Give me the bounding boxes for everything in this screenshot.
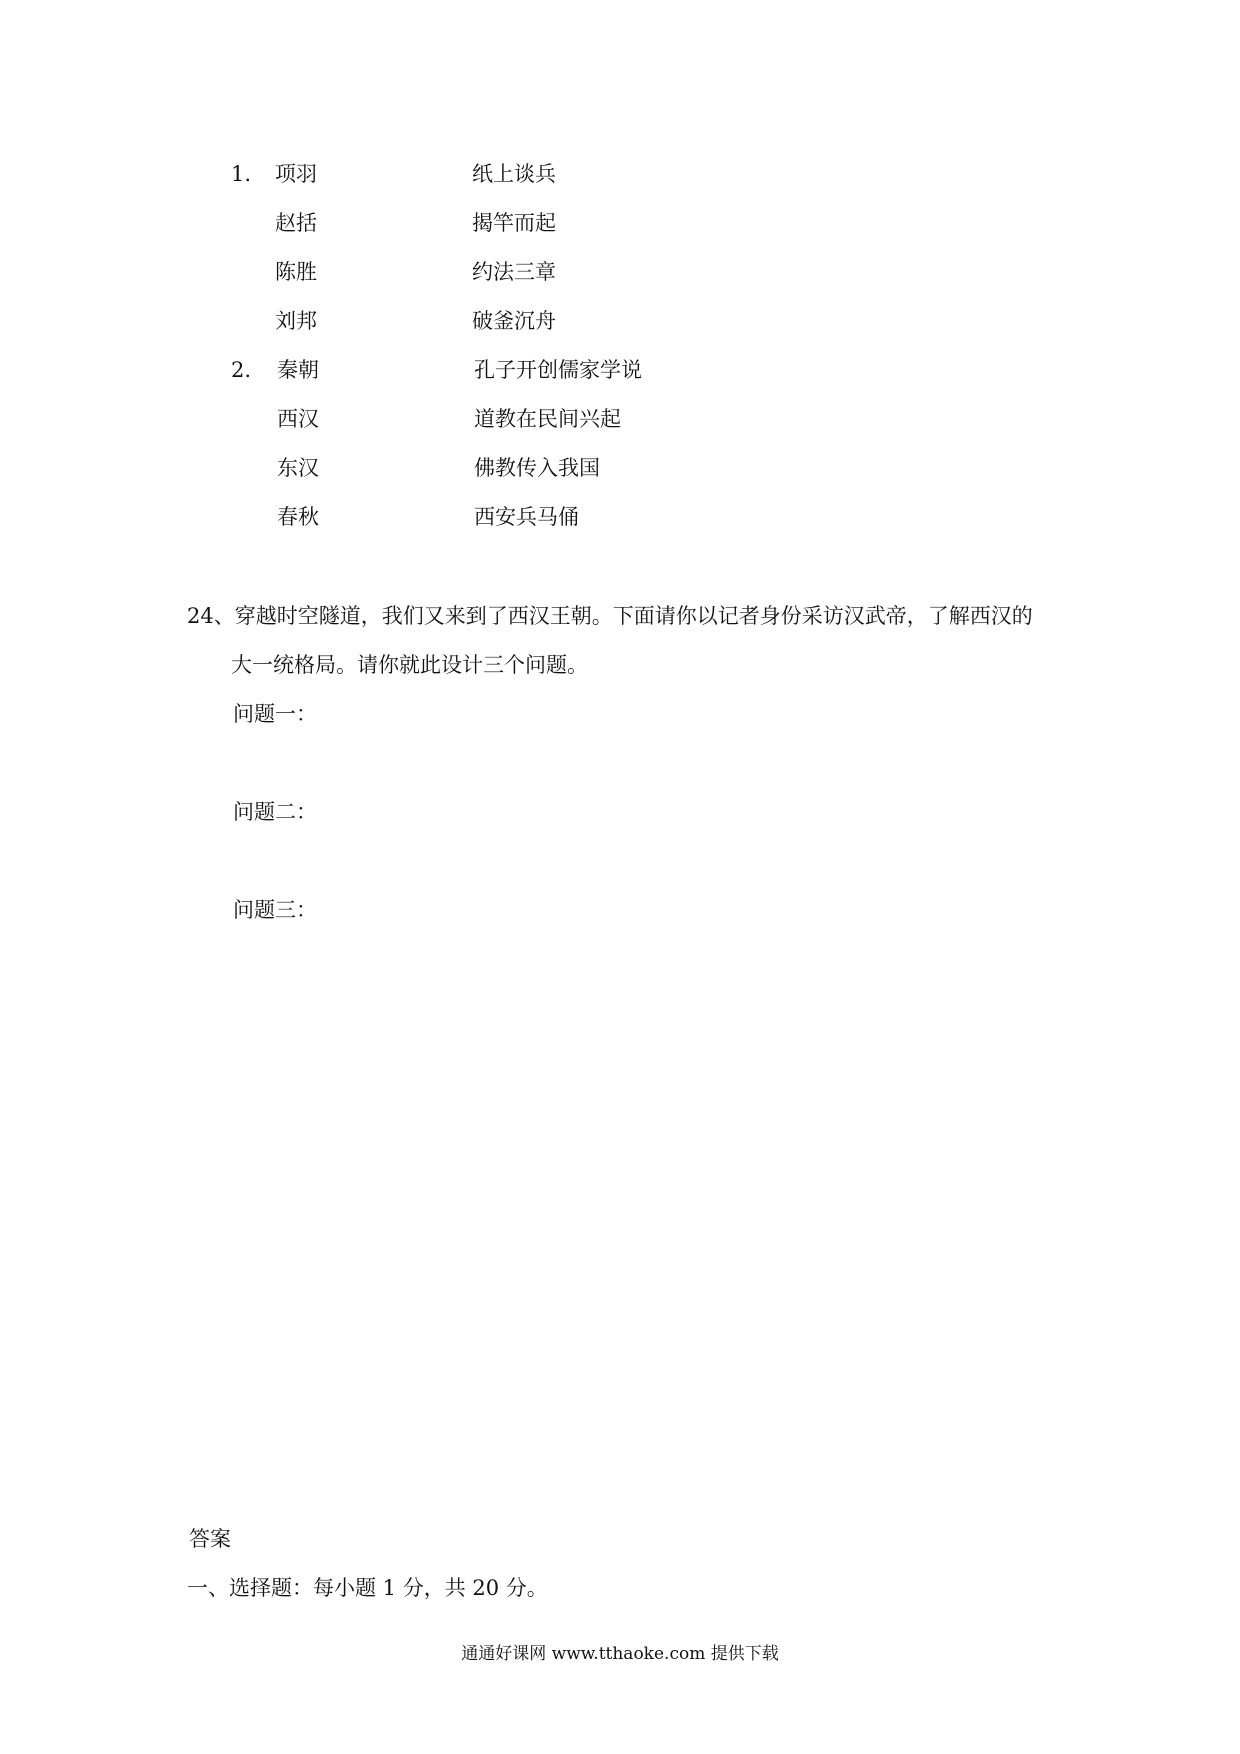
match-group1-left-2: 赵括 — [275, 211, 317, 235]
match-group1-left-3: 陈胜 — [275, 260, 317, 284]
match-group1-right-2: 揭竿而起 — [472, 211, 556, 235]
question-24-q2-label: 问题二： — [233, 800, 317, 824]
match-group2-right-1: 孔子开创儒家学说 — [474, 358, 642, 382]
match-group1-right-3: 约法三章 — [472, 260, 556, 284]
match-group2-number: 2. — [231, 358, 252, 382]
match-group2-right-4: 西安兵马俑 — [474, 505, 579, 529]
match-group2-left-4: 春秋 — [277, 505, 319, 529]
match-group2-right-2: 道教在民间兴起 — [474, 407, 621, 431]
match-group1-right-4: 破釜沉舟 — [472, 309, 556, 333]
answers-section-1: 一、选择题：每小题 1 分，共 20 分。 — [187, 1576, 548, 1600]
match-group2-left-2: 西汉 — [277, 407, 319, 431]
match-group2-left-1: 秦朝 — [277, 358, 319, 382]
match-group2-left-3: 东汉 — [277, 456, 319, 480]
match-group1-left-1: 项羽 — [275, 162, 317, 186]
page-footer: 通通好课网 www.tthaoke.com 提供下载 — [461, 1644, 779, 1664]
match-group1-number: 1. — [231, 162, 252, 186]
answers-heading: 答案 — [189, 1527, 231, 1551]
question-24-line2: 大一统格局。请你就此设计三个问题。 — [231, 653, 588, 677]
question-24-q3-label: 问题三： — [233, 898, 317, 922]
match-group2-right-3: 佛教传入我国 — [474, 456, 600, 480]
question-24-line1: 24、穿越时空隧道，我们又来到了西汉王朝。下面请你以记者身份采访汉武帝，了解西汉的 — [187, 604, 1033, 628]
question-24-q1-label: 问题一： — [233, 702, 317, 726]
match-group1-left-4: 刘邦 — [275, 309, 317, 333]
match-group1-right-1: 纸上谈兵 — [472, 162, 556, 186]
